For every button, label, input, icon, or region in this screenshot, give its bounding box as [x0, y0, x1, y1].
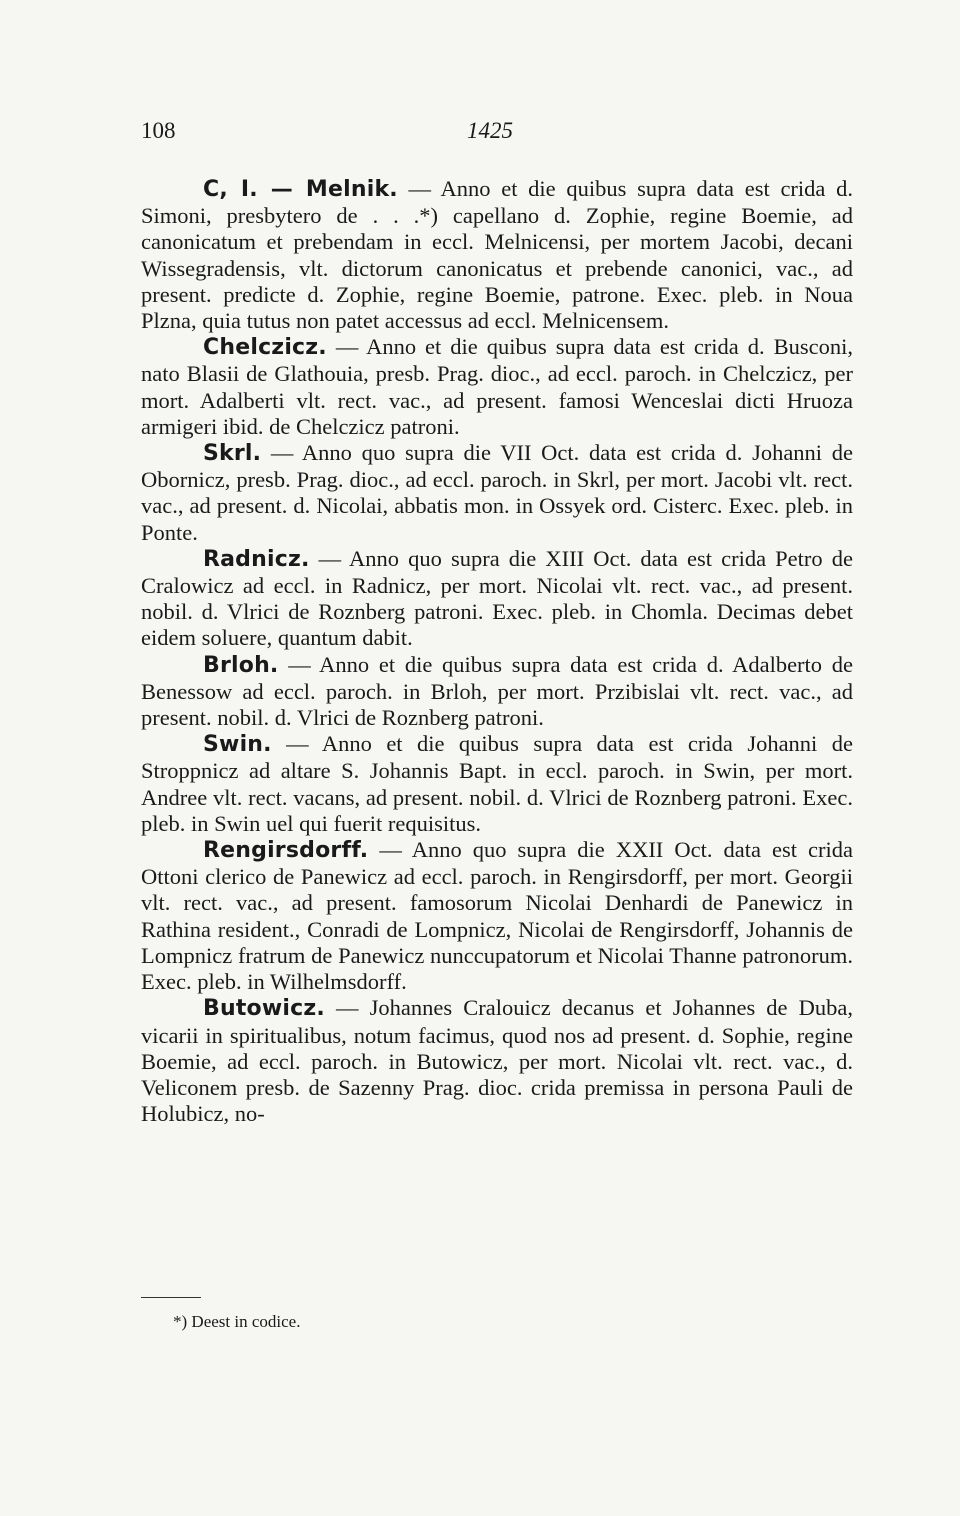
entry-rengirsdorff	[141, 837, 853, 995]
entry-heading: Radnicz.	[203, 546, 310, 572]
entry-radnicz	[141, 546, 853, 652]
entry-brloh	[141, 652, 853, 732]
footnote-divider	[141, 1297, 201, 1298]
entry-butowicz	[141, 995, 853, 1127]
entry-heading: Butowicz.	[203, 996, 325, 1022]
entry-heading: C, I. — Melnik.	[203, 177, 398, 202]
entry-skrl	[141, 440, 853, 546]
entry-text: — Anno quo supra die VII Oct. data est crida d. Johanni de Obornicz, presb. Prag. dioc., ad eccl. paroch. in Skrl, per mort. Jacobi vlt. rect. vac., ad present. d. Nicolai, abbatis mon. in Ossyek ord. Cisterc. Exec. pleb. in Ponte.	[141, 440, 853, 545]
entry-chelczicz	[141, 334, 853, 440]
entry-heading: Chelczicz.	[203, 335, 327, 361]
entry-text: — Johannes Cralouicz decanus et Johannes de Duba, vicarii in spiritualibus, notum facimus, quod nos ad present. d. Sophie, regine Boemie, ad eccl. paroch. in Butowicz, per mort. Nicolai vlt. rect. vac., d. Veliconem presb. de Sazenny Prag. dioc. crida premissa in persona Pauli de Holubicz, no-	[141, 995, 853, 1127]
entry-swin	[141, 731, 853, 837]
entry-text: — Anno et die quibus supra data est crida Johanni de Stroppnicz ad altare S. Johannis Bapt. in eccl. paroch. in Swin, per mort. Andree vlt. rect. vacans, ad present. nobil. d. Vlrici de Roznberg patroni. Exec. pleb. in Swin uel qui fuerit requisitus.	[141, 731, 853, 836]
entry-heading: Skrl.	[203, 441, 262, 467]
page-year: 1425	[467, 118, 513, 143]
main-text	[141, 176, 853, 1127]
entry-text: — Anno quo supra die XXII Oct. data est crida Ottoni clerico de Panewicz ad eccl. paroch. in Rengirsdorff, per mort. Georgii vlt. rect. vac., ad present. famosorum Nicolai Denhardi de Panewicz in Rathina resident., Conradi de Lompnicz, Nicolai de Rengirsdorff, Johannis de Lompnicz fratrum de Panewicz nunccupatorum et Nicolai Thanne patronorum. Exec. pleb. in Wilhelmsdorff.	[141, 837, 853, 995]
entry-melnik	[141, 176, 853, 334]
entry-text: — Anno quo supra die XIII Oct. data est crida Petro de Cralowicz ad eccl. in Radnicz, per mort. Nicolai vlt. rect. vac., ad present. nobil. d. Vlrici de Roznberg patroni. Exec. pleb. in Chomla. Decimas debet eidem soluere, quantum dabit.	[141, 545, 853, 651]
entry-text: — Anno et die quibus supra data est crida d. Adalberto de Benessow ad eccl. paroch. in Brloh, per mort. Przibislai vlt. rect. vac., ad present. nobil. d. Vlrici de Roznberg patroni.	[141, 651, 853, 731]
entry-text: — Anno et die quibus supra data est crida d. Simoni, presbytero de . . .*) capellano d. Zophie, regine Boemie, ad canonicatum et prebendam in eccl. Melnicensi, per mortem Jacobi, decani Wissegradensis, vlt. dictorum canonicatus et prebende canonici, vac., ad present. predicte d. Zophie, regine Boemie, patrone. Exec. pleb. in Noua Plzna, quia tutus non patet accessus ad eccl. Melnicensem.	[141, 176, 853, 334]
footnote: *) Deest in codice.	[173, 1312, 301, 1331]
page-number: 108	[141, 118, 176, 143]
entry-text: — Anno et die quibus supra data est crida d. Busconi, nato Blasii de Glathouia, presb. Prag. dioc., ad eccl. paroch. in Chelczicz, per mort. Adalberti vlt. rect. vac., ad present. famosi Wenceslai dicti Hruoza armigeri ibid. de Chelczicz patroni.	[141, 334, 853, 439]
entry-heading: Rengirsdorff.	[203, 838, 369, 864]
entry-heading: Brloh.	[203, 652, 279, 678]
entry-heading: Swin.	[203, 732, 272, 758]
